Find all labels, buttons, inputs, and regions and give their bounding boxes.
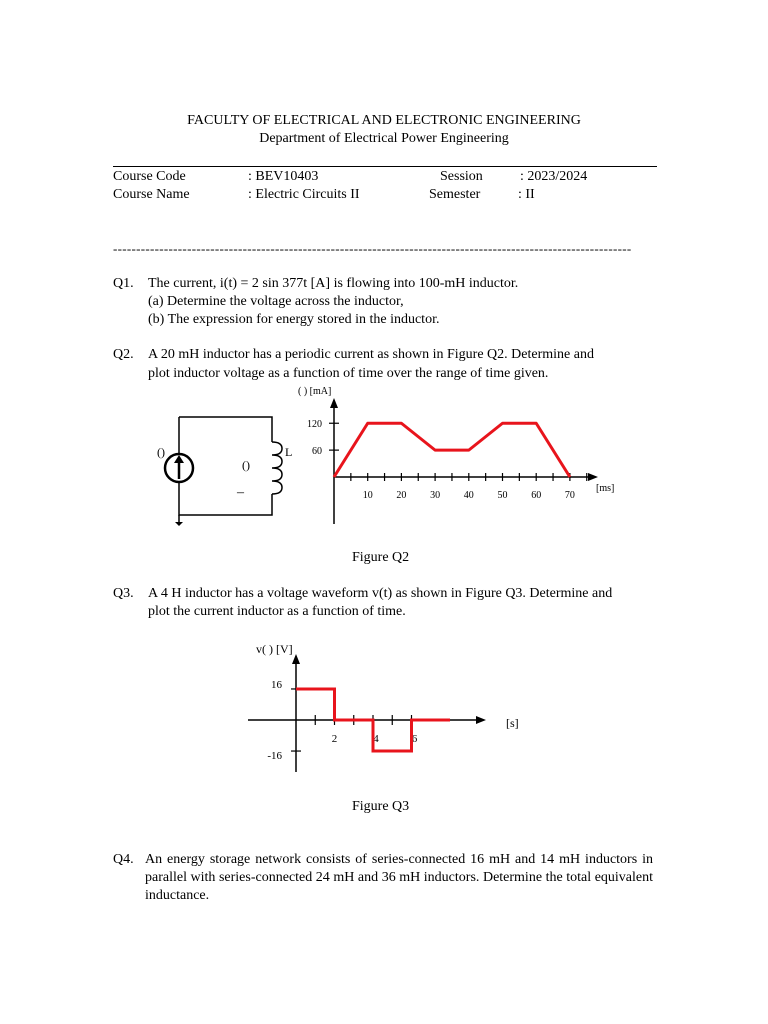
q2-current-chart (280, 380, 620, 530)
session-label: Session (440, 169, 483, 184)
q3-y-tick-label: 16 (271, 678, 282, 691)
minus-label: – (237, 485, 244, 500)
department-title: Department of Electrical Power Engineering (259, 131, 509, 146)
q1-number: Q1. (113, 276, 134, 291)
q3-number: Q3. (113, 586, 134, 601)
q3-x-axis-label: [s] (506, 716, 519, 730)
q3-y-axis-arrow-icon (292, 654, 300, 664)
q2-x-axis-arrow-icon (588, 473, 598, 481)
q3-x-tick-label: 4 (373, 733, 379, 745)
q3-x-tick-label: 6 (411, 733, 418, 745)
q2-line1: A 20 mH inductor has a periodic current as shown in Figure Q2. Determine and (148, 347, 594, 362)
q3-x-tick-label: 2 (331, 733, 338, 745)
q2-x-axis-label: [ms] (596, 483, 615, 494)
semester-label: Semester (429, 187, 481, 202)
q1-part-b: (b) The expression for energy stored in the inductor. (148, 312, 440, 327)
q3-voltage-chart (240, 638, 540, 778)
q3-x-axis-arrow-icon (476, 716, 486, 724)
course-name-value: : Electric Circuits II (248, 187, 360, 202)
figure-q3-caption: Figure Q3 (352, 799, 410, 814)
circuit-top-wire (179, 417, 272, 442)
inductor-label: L (285, 445, 293, 459)
dashed-divider: ---------------------------------------------------------------------------------------------------------------- (113, 241, 632, 256)
q3-line2: plot the current inductor as a function of time. (148, 604, 406, 619)
q4-number: Q4. (113, 852, 134, 867)
semester-value: : II (518, 187, 535, 202)
course-name-label: Course Name (113, 187, 190, 202)
q3-y-axis-label: v( ) [V] (256, 642, 293, 656)
q2-circuit-diagram (150, 410, 300, 528)
q2-x-tick-label: 10 (362, 490, 373, 501)
q1-text: The current, i(t) = 2 sin 377t [A] is flowing into 100-mH inductor. (148, 276, 519, 291)
q2-x-tick-label: 40 (463, 490, 474, 501)
session-value: : 2023/2024 (520, 169, 588, 184)
q2-current-waveform (334, 423, 570, 477)
q2-x-tick-label: 30 (430, 490, 441, 501)
voltage-label: () (242, 458, 250, 472)
q1-part-a: (a) Determine the voltage across the inductor, (148, 294, 404, 309)
q3-line1: A 4 H inductor has a voltage waveform v(t) as shown in Figure Q3. Determine and (148, 586, 613, 601)
q2-x-tick-label: 70 (564, 490, 575, 501)
ground-icon (175, 522, 183, 526)
q2-y-tick-label: 120 (307, 419, 322, 431)
header-rule (113, 166, 657, 167)
q3-y-tick-label: -16 (267, 750, 282, 763)
q2-y-tick-label: 60 (312, 446, 322, 458)
q2-y-axis-label: ( ) [mA] (298, 386, 332, 397)
q2-x-tick-label: 50 (497, 490, 508, 501)
course-code-value: : BEV10403 (248, 169, 319, 184)
figure-q2-caption: Figure Q2 (352, 550, 410, 565)
q2-number: Q2. (113, 347, 134, 362)
q2-y-axis-arrow-icon (330, 398, 338, 408)
q2-x-tick-label: 20 (396, 490, 407, 501)
course-code-label: Course Code (113, 169, 186, 184)
q4-text: An energy storage network consists of series-connected 16 mH and 14 mH inductors in parallel with series-connected 24 mH and 36 mH inductors. Determine the total equivalent inductance. (145, 852, 653, 903)
q2-line2: plot inductor voltage as a function of time over the range of time given. (148, 366, 549, 381)
q2-x-tick-label: 60 (531, 490, 542, 501)
source-label: () (157, 445, 165, 459)
faculty-title: FACULTY OF ELECTRICAL AND ELECTRONIC ENGINEERING (187, 113, 581, 128)
